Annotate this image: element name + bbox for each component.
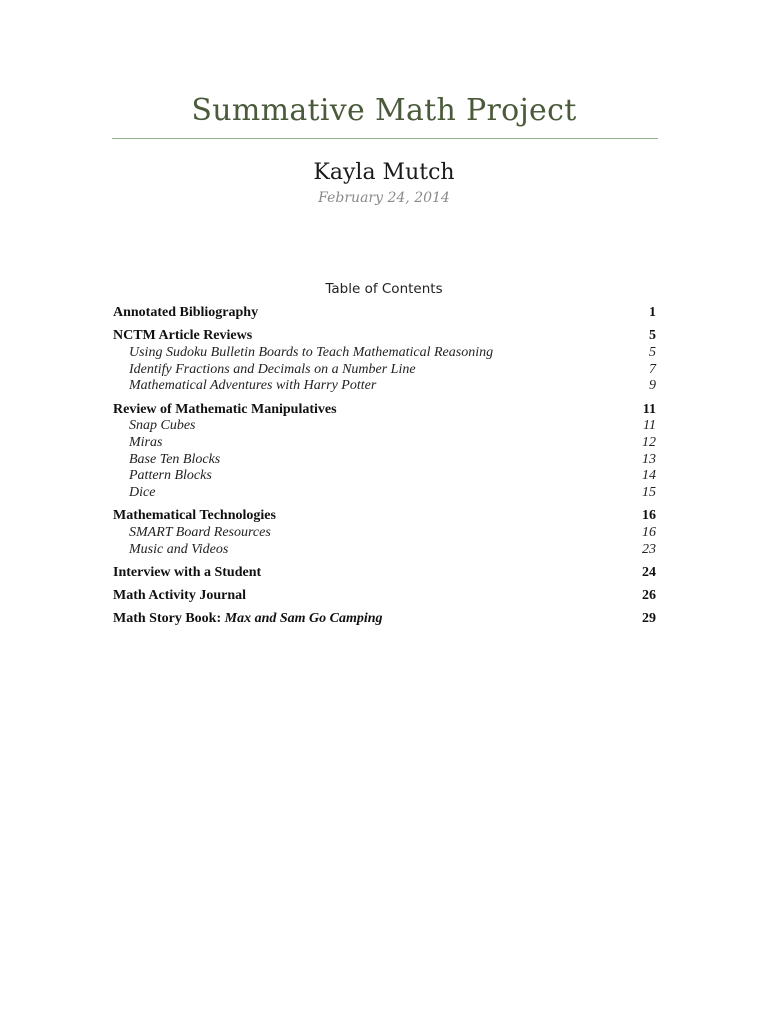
toc-subentry-page: 16 — [642, 524, 656, 540]
toc-entry[interactable] — [113, 305, 656, 322]
toc-subentry[interactable] — [113, 542, 656, 559]
toc-entry[interactable] — [113, 588, 656, 605]
toc-entry-label: Math Activity Journal — [113, 588, 246, 604]
toc-subentry-page: 23 — [642, 541, 656, 557]
toc-entry-page: 29 — [642, 611, 656, 627]
toc-entry-label: NCTM Article Reviews — [113, 328, 253, 344]
table-of-contents — [113, 305, 656, 634]
toc-section — [113, 611, 656, 628]
toc-subentry[interactable] — [113, 378, 656, 395]
toc-entry[interactable] — [113, 402, 656, 419]
toc-entry-page: 5 — [649, 328, 656, 344]
toc-subentry-label: Pattern Blocks — [129, 468, 212, 484]
toc-section — [113, 588, 656, 605]
toc-entry-label: Annotated Bibliography — [113, 305, 259, 320]
toc-heading: Table of Contents — [325, 281, 443, 297]
toc-subentry-label: SMART Board Resources — [129, 524, 271, 540]
toc-entry[interactable] — [113, 611, 656, 628]
toc-subentry-label: Music and Videos — [129, 541, 229, 557]
toc-subentry[interactable] — [113, 485, 656, 502]
author-name: Kayla Mutch — [313, 160, 455, 185]
toc-subentry[interactable] — [113, 345, 656, 362]
document-title: Summative Math Project — [191, 93, 577, 128]
toc-subentry-label: Identify Fractions and Decimals on a Number Line — [129, 361, 416, 377]
toc-entry[interactable] — [113, 565, 656, 582]
book-title: Max and Sam Go Camping — [224, 611, 383, 627]
toc-subentry-page: 11 — [643, 418, 656, 434]
title-divider — [112, 138, 658, 139]
toc-subentry-label: Dice — [129, 485, 156, 501]
toc-subentry[interactable] — [113, 418, 656, 435]
toc-subentry-label: Mathematical Adventures with Harry Potter — [129, 378, 377, 394]
toc-subentry-page: 9 — [649, 378, 656, 394]
toc-subentry-page: 13 — [642, 451, 656, 467]
toc-entry-label: Mathematical Technologies — [113, 508, 276, 524]
toc-entry-label: Review of Mathematic Manipulatives — [113, 401, 337, 417]
toc-subentry-page: 12 — [642, 434, 656, 450]
toc-subentry[interactable] — [113, 525, 656, 542]
toc-subentry[interactable] — [113, 452, 656, 469]
document-date: February 24, 2014 — [318, 190, 450, 206]
toc-subentry-page: 15 — [642, 485, 656, 501]
toc-subentry[interactable] — [113, 435, 656, 452]
toc-section — [113, 402, 656, 502]
toc-section — [113, 508, 656, 558]
toc-section — [113, 305, 656, 322]
toc-subentry-label: Miras — [129, 434, 163, 450]
toc-section — [113, 328, 656, 395]
toc-subentry[interactable] — [113, 468, 656, 485]
toc-entry-label: Interview with a Student — [113, 564, 262, 580]
toc-subentry[interactable] — [113, 362, 656, 379]
toc-entry-label-group — [113, 611, 383, 628]
toc-entry-page: 24 — [642, 564, 656, 580]
toc-subentry-label: Base Ten Blocks — [129, 451, 221, 467]
toc-subentry-label: Snap Cubes — [129, 418, 196, 434]
toc-entry[interactable] — [113, 508, 656, 525]
toc-subentry-label: Using Sudoku Bulletin Boards to Teach Mathematical Reasoning — [129, 344, 494, 360]
toc-subentry-page: 14 — [642, 468, 656, 484]
toc-entry-label: Math Story Book: — [113, 611, 225, 627]
toc-section — [113, 565, 656, 582]
toc-entry[interactable] — [113, 328, 656, 345]
toc-entry-page: 1 — [649, 305, 656, 320]
toc-subentry-page: 7 — [649, 361, 656, 377]
toc-entry-page: 16 — [642, 508, 656, 524]
toc-entry-page: 26 — [642, 588, 656, 604]
toc-entry-page: 11 — [642, 401, 656, 417]
toc-subentry-page: 5 — [649, 344, 656, 360]
